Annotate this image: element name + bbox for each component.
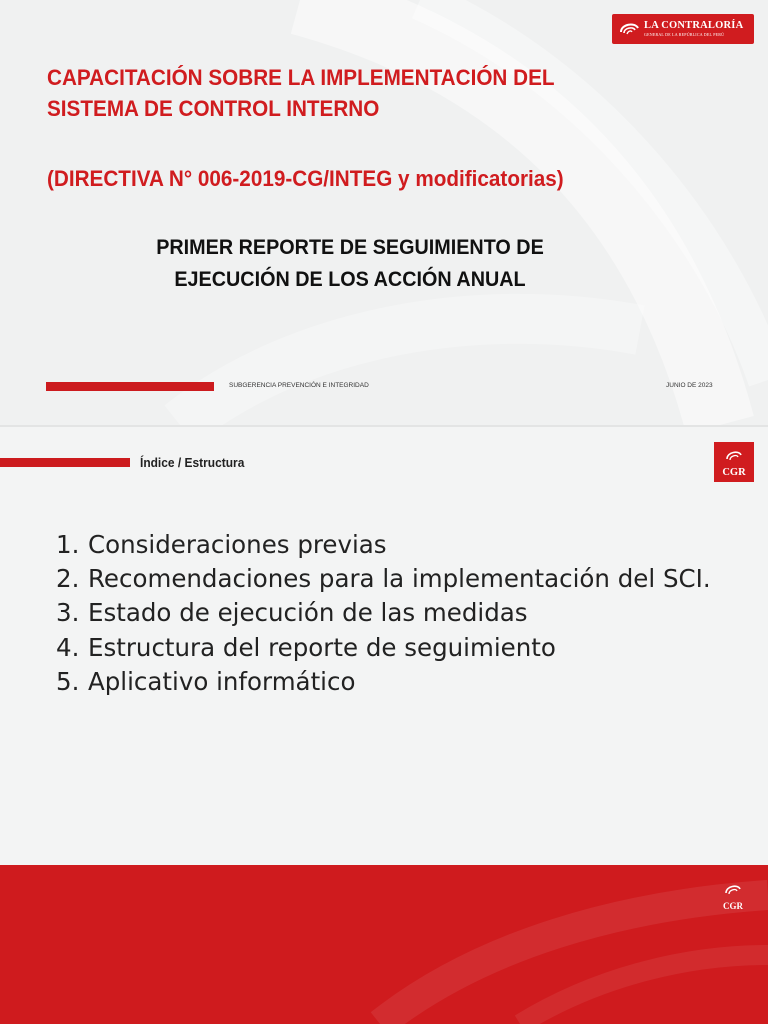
list-item-number: 4.: [56, 632, 80, 662]
footer-department: SUBGERENCIA PREVENCIÓN E INTEGRIDAD: [229, 382, 369, 389]
cgr-badge: [714, 442, 754, 482]
title-line: CAPACITACIÓN SOBRE LA IMPLEMENTACIÓN DEL: [47, 65, 555, 90]
slide-main-title: [47, 62, 617, 124]
list-item-text: Recomendaciones para la implementación del SCI.: [88, 564, 711, 594]
list-item-number: 3.: [56, 598, 80, 628]
slide-index: [0, 427, 768, 1024]
contraloria-swirl-icon: [724, 883, 742, 895]
report-title-line: PRIMER REPORTE DE SEGUIMIENTO DE: [156, 235, 544, 259]
list-item: [56, 528, 746, 562]
cgr-label: CGR: [723, 901, 743, 911]
report-title: [102, 231, 599, 295]
contraloria-swirl-icon: [725, 449, 743, 461]
cgr-label: CGR: [722, 467, 746, 478]
accent-bar: [0, 458, 130, 467]
accent-bar: [46, 382, 214, 391]
list-item: [56, 631, 746, 665]
list-item-text: Estructura del reporte de seguimiento: [88, 632, 556, 662]
list-item-text: Consideraciones previas: [88, 530, 387, 559]
footer-date: JUNIO DE 2023: [666, 382, 713, 389]
section-title: Índice / Estructura: [140, 455, 245, 470]
list-item-number: 2.: [56, 564, 80, 594]
list-item: [56, 665, 746, 699]
list-item-text: Estado de ejecución de las medidas: [88, 598, 528, 628]
slide-title: [0, 0, 768, 425]
logo-subtitle: GENERAL DE LA REPÚBLICA DEL PERÚ: [644, 32, 725, 38]
list-item: [56, 562, 746, 596]
contraloria-swirl-icon: [618, 20, 640, 38]
report-title-line: EJECUCIÓN DE LOS ACCIÓN ANUAL: [174, 267, 526, 291]
background-swoosh: [0, 865, 768, 1024]
list-item-number: 5.: [56, 666, 80, 696]
directive-reference: (DIRECTIVA N° 006-2019-CG/INTEG y modificatorias): [47, 166, 564, 191]
index-list: [56, 528, 746, 699]
logo-name: LA CONTRALORÍA: [644, 19, 744, 31]
list-item-number: 1.: [56, 530, 80, 559]
footer-band: [0, 865, 768, 1024]
footer-cgr-logo: [718, 882, 748, 911]
list-item: [56, 596, 746, 630]
list-item-text: Aplicativo informático: [88, 666, 356, 696]
contraloria-logo: [612, 14, 754, 44]
title-line: SISTEMA DE CONTROL INTERNO: [47, 96, 380, 121]
